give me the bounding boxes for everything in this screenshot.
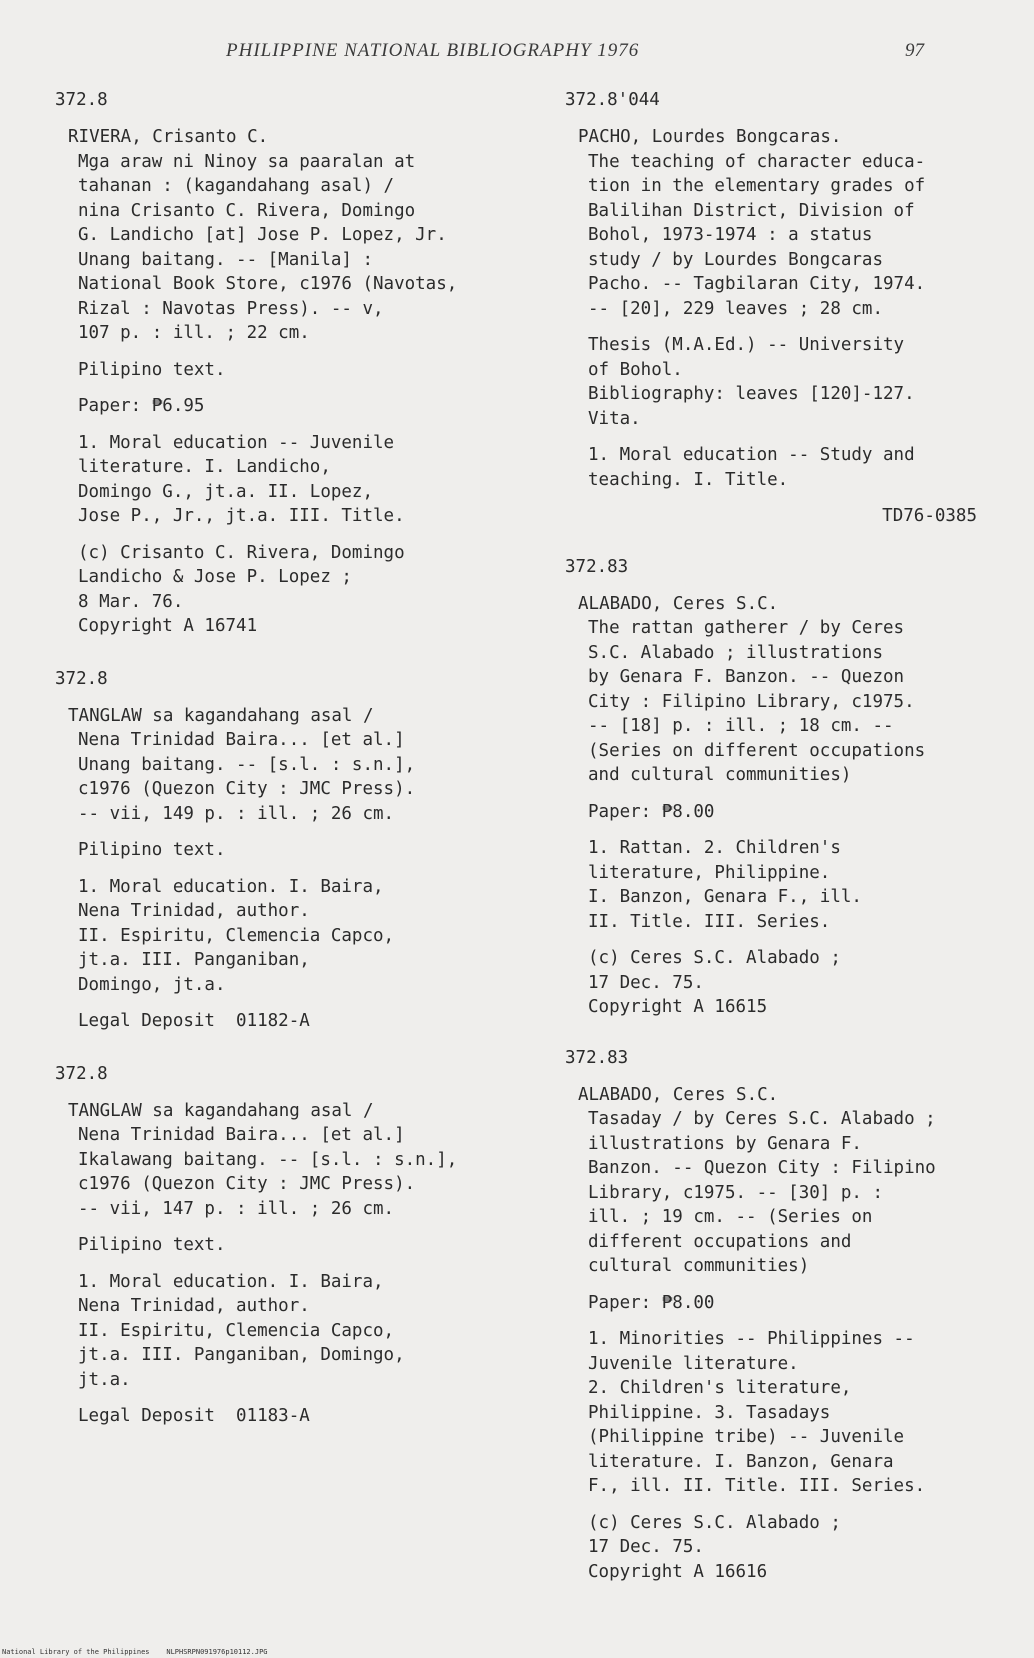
entry-subjects: 1. Moral education. I. Baira, Nena Trinidad, author. II. Espiritu, Clemencia Capco, jt.a. III. Panganiban, Domingo, jt.a. [78, 876, 395, 995]
entry-heading: ALABADO, Ceres S.C. [578, 1084, 779, 1105]
entry-description: Tasaday / by Ceres S.C. Alabado ; illustrations by Genara F. Banzon. -- Quezon City : Filipino Library, c1975. -- [30] p. : ill. ; 19 cm. -- (Series on different occupations and cultural communities) [588, 1109, 936, 1276]
entry-description: The rattan gatherer / by Ceres S.C. Alabado ; illustrations by Genara F. Banzon. -- Quezon City : Filipino Library, c1975. -- [18] p. : ill. ; 18 cm. -- (Series on different occupations and cultural communities) [588, 618, 926, 785]
entry-description: Nena Trinidad Baira... [et al.] Unang baitang. -- [s.l. : s.n.], c1976 (Quezon City : JMC Press). -- vii, 149 p. : ill. ; 26 cm. [78, 730, 416, 824]
thesis-number: TD76-0385 [882, 506, 977, 526]
page-number: 97 [905, 40, 924, 61]
classification-number: 372.8 [55, 668, 108, 689]
entry-note: Pilipino text. [78, 840, 226, 860]
classification-number: 372.8 [55, 90, 108, 110]
entry-heading: PACHO, Lourdes Bongcaras. [578, 127, 842, 147]
bibliographic-entry [55, 88, 525, 639]
classification-number: 372.83 [565, 556, 629, 577]
entry-subjects: 1. Rattan. 2. Children's literature, Philippine. I. Banzon, Genara F., ill. II. Title. III. Series. [588, 838, 862, 932]
entry-subjects: 1. Moral education -- Study and teaching. I. Title. [588, 445, 915, 490]
classification-number: 372.8 [55, 1063, 108, 1084]
entry-copyright: (c) Crisanto C. Rivera, Domingo Landicho & Jose P. Lopez ; 8 Mar. 76. Copyright A 16741 [78, 542, 405, 636]
entry-note: Thesis (M.A.Ed.) -- University of Bohol. Bibliography: leaves [120]-127. Vita. [588, 335, 915, 429]
entry-copyright: (c) Ceres S.C. Alabado ; 17 Dec. 75. Copyright A 16616 [588, 1512, 841, 1582]
classification-number: 372.8'044 [565, 90, 660, 110]
page-header [0, 40, 1034, 64]
entry-subjects: 1. Moral education. I. Baira, Nena Trinidad, author. II. Espiritu, Clemencia Capco, jt.a. III. Panganiban, Domingo, jt.a. [78, 1271, 405, 1390]
scan-footer: National Library of the Philippines NLPHSRPN091976p10112.JPG [2, 1648, 268, 1656]
bibliographic-entry [55, 1062, 525, 1429]
entry-legal-deposit: Legal Deposit 01183-A [78, 1406, 310, 1426]
entry-description: Nena Trinidad Baira... [et al.] Ikalawang baitang. -- [s.l. : s.n.], c1976 (Quezon City : JMC Press). -- vii, 147 p. : ill. ; 26 cm. [78, 1125, 458, 1219]
bibliographic-entry [565, 555, 1005, 1020]
entry-price: Paper: ₱8.00 [588, 1292, 715, 1313]
right-column [565, 88, 1005, 1584]
entry-note: Pilipino text. [78, 1235, 226, 1255]
entry-heading: TANGLAW sa kagandahang asal / [68, 705, 374, 726]
bibliographic-entry [55, 667, 525, 1034]
entry-description: The teaching of character educa- tion in the elementary grades of Balilihan District, Division of Bohol, 1973-1974 : a status study / by Lourdes Bongcaras Pacho. -- Tagbilaran City, 1974. -- [20], 229 leaves ; 28 cm. [588, 151, 926, 319]
bibliographic-entry [565, 1046, 1005, 1585]
entry-note: Pilipino text. [78, 359, 226, 380]
bibliographic-entry [565, 88, 1005, 529]
left-column [55, 88, 525, 1429]
entry-heading: TANGLAW sa kagandahang asal / [68, 1100, 374, 1121]
entry-subjects: 1. Minorities -- Philippines -- Juvenile literature. 2. Children's literature, Philippine. 3. Tasadays (Philippine tribe) -- Juvenile literature. I. Banzon, Genara F., ill. II. Title. III. Series. [588, 1329, 926, 1496]
entry-legal-deposit: Legal Deposit 01182-A [78, 1011, 310, 1031]
entry-description: Mga araw ni Ninoy sa paaralan at tahanan : (kagandahang asal) / nina Crisanto C. Rivera, Domingo G. Landicho [at] Jose P. Lopez, Jr. Unang baitang. -- [Manila] : National Book Store, c1976 (Navotas, Rizal : Navotas Press). -- v, 107 p. : ill. ; 22 cm. [78, 151, 458, 343]
running-title: PHILIPPINE NATIONAL BIBLIOGRAPHY 1976 [226, 40, 640, 61]
entry-price: Paper: ₱6.95 [78, 396, 205, 416]
classification-number: 372.83 [565, 1047, 629, 1068]
entry-heading: RIVERA, Crisanto C. [68, 127, 269, 147]
entry-copyright: (c) Ceres S.C. Alabado ; 17 Dec. 75. Copyright A 16615 [588, 948, 841, 1017]
entry-heading: ALABADO, Ceres S.C. [578, 593, 779, 614]
entry-subjects: 1. Moral education -- Juvenile literature. I. Landicho, Domingo G., jt.a. II. Lopez, Jose P., Jr., jt.a. III. Title. [78, 432, 405, 526]
entry-price: Paper: ₱8.00 [588, 801, 715, 822]
